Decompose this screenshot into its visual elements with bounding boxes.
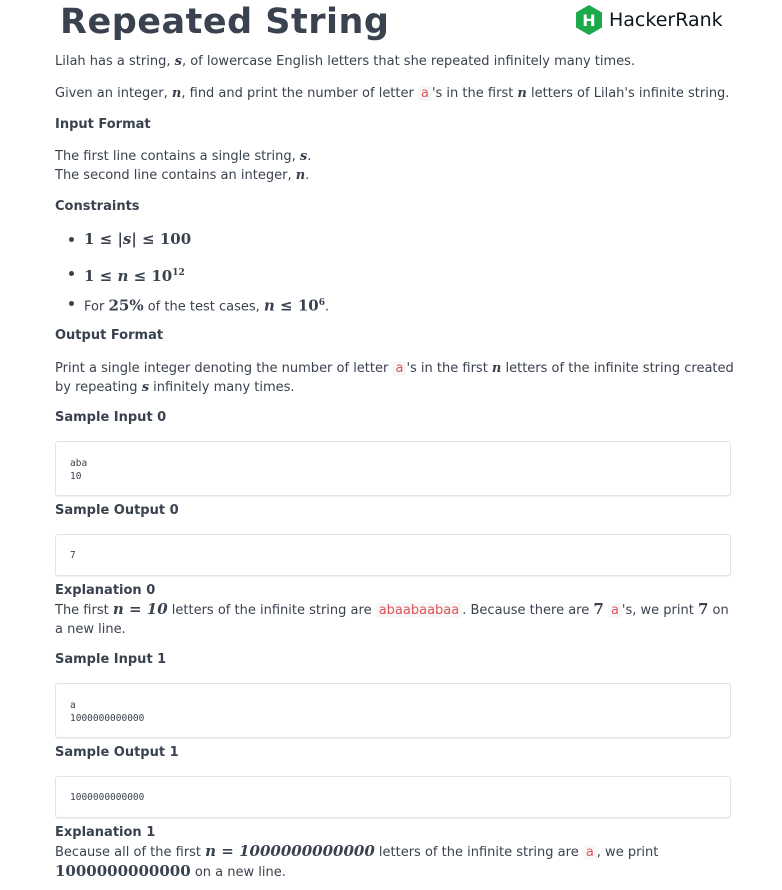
code-text: 7 bbox=[70, 550, 76, 561]
page-title: Repeated String bbox=[60, 2, 390, 42]
intro-paragraph-1: Lilah has a string, s, of lowercase English letters that she repeated infinitely many times. bbox=[55, 54, 636, 69]
code-text: aba 10 bbox=[70, 458, 88, 482]
sample-output-1-heading: Sample Output 1 bbox=[55, 745, 179, 760]
inline-code-a: a bbox=[608, 603, 622, 618]
constraint-item: 1 ≤ |s| ≤ 100 bbox=[55, 226, 329, 260]
inline-code-a: a bbox=[583, 845, 597, 860]
input-format-heading: Input Format bbox=[55, 117, 151, 132]
sample-input-0-code-block[interactable] bbox=[55, 441, 731, 496]
hackerrank-hexagon-icon bbox=[574, 4, 604, 36]
constraint-item: For 25% of the test cases, $n \le 10^6$. bbox=[55, 292, 329, 316]
output-format-heading: Output Format bbox=[55, 328, 164, 343]
constraint-item: $1 \le n \le 10^{12}$ bbox=[55, 260, 329, 292]
explanation-1-text: Because all of the first n = 1000000000000 letters of the infinite string are a , we print 1000000000000 on a new line. bbox=[55, 842, 659, 880]
inline-code-a: a bbox=[418, 86, 432, 101]
constraints-heading: Constraints bbox=[55, 199, 140, 214]
explanation-0-heading: Explanation 0 bbox=[55, 583, 156, 598]
constraints-list bbox=[55, 226, 329, 316]
sample-output-1-code-block[interactable] bbox=[55, 776, 731, 818]
intro-paragraph-2: Given an integer, n, find and print the number of letter a 's in the first n letters of Lilah's infinite string. bbox=[55, 86, 730, 101]
sample-output-0-heading: Sample Output 0 bbox=[55, 503, 179, 518]
code-text: a 1000000000000 bbox=[70, 700, 145, 724]
math-s: s bbox=[174, 54, 182, 69]
inline-code: abaabaabaa bbox=[376, 603, 463, 618]
sample-input-0-heading: Sample Input 0 bbox=[55, 410, 167, 425]
hackerrank-logo[interactable] bbox=[574, 4, 723, 36]
explanation-0-text: The first n = 10 letters of the infinite string are abaabaabaa . Because there are 7 a 's, we print 7 on a new line. bbox=[55, 600, 729, 637]
input-format-text: The first line contains a single string, s. The second line contains an integer, n. bbox=[55, 149, 312, 183]
sample-input-1-code-block[interactable] bbox=[55, 683, 731, 738]
logo-text: HackerRank bbox=[609, 9, 723, 31]
output-format-text: Print a single integer denoting the number of letter a 's in the first n letters of the infinite string created by repeating s infinitely many times. bbox=[55, 361, 734, 395]
code-text: 1000000000000 bbox=[70, 792, 145, 803]
sample-input-1-heading: Sample Input 1 bbox=[55, 652, 167, 667]
explanation-1-heading: Explanation 1 bbox=[55, 825, 156, 840]
inline-code-a: a bbox=[392, 361, 406, 376]
sample-output-0-code-block[interactable] bbox=[55, 534, 731, 576]
svg-text:H: H bbox=[582, 11, 596, 30]
